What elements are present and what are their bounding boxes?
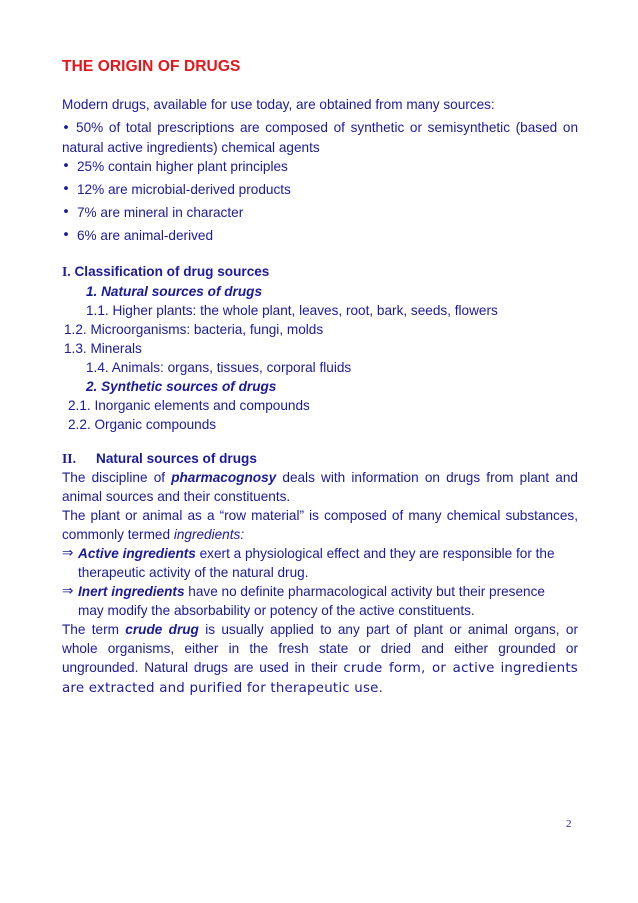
bullet-item: • 6% are animal-derived [62,227,214,243]
inert-ingredients-item: ⇒ Inert ingredients have no definite pharmacological activity but their presence may modify the absorbability or potency of the active constituents. [62,583,545,618]
bullet-icon: • [62,120,71,136]
classification-item: 1.2. Microorganisms: bacteria, fungi, molds [64,322,324,337]
section-numeral: I. [62,264,71,279]
term-active-ingredients: Active ingredients [78,546,196,561]
crude-drug-paragraph: The term crude drug is usually applied to any part of plant or animal organs, or whole organisms, either in the fresh state or dried and either grounded or ungrounded. Natural drugs are used in their crude form, or active ingredients are extracted and purified for therapeutic use. [62,622,578,696]
section-heading-2 [62,449,578,468]
ingredients-paragraph: The plant or animal as a “row material” is composed of many chemical substances, commonly termed ingredients: [62,508,578,542]
arrow-icon: ⇒ [62,545,74,561]
term-pharmacognosy: pharmacognosy [171,470,277,485]
section-title: Natural sources of drugs [96,451,257,466]
page-title: THE ORIGIN OF DRUGS [62,58,241,75]
bullet-item: • 25% contain higher plant principles [62,158,288,174]
bullet-icon: • [62,181,71,197]
classification-item: 2.2. Organic compounds [68,417,217,432]
classification-item: 1.4. Animals: organs, tissues, corporal fluids [86,360,352,375]
term-inert-ingredients: Inert ingredients [78,584,185,599]
document-page [62,58,578,698]
bullet-item: • 12% are microbial-derived products [62,181,291,197]
classification-subheading: 2. Synthetic sources of drugs [86,379,277,394]
classification-subheading: 1. Natural sources of drugs [86,284,263,299]
arrow-icon: ⇒ [62,583,74,599]
bullet-icon: • [62,204,71,220]
bullet-icon: • [62,227,71,243]
bullet-icon: • [62,158,71,174]
term-ingredients: ingredients: [173,527,245,542]
bullet-item: • 50% of total prescriptions are composed of synthetic or semisynthetic (based on natural active ingredients) chemical agents [62,120,578,155]
classification-item: 1.3. Minerals [64,341,142,356]
section-numeral: II. [62,451,76,466]
section-heading-1 [62,262,578,281]
active-ingredients-item: ⇒ Active ingredients exert a physiological effect and they are responsible for the therapeutic activity of the natural drug. [62,545,555,580]
section-title: Classification of drug sources [74,264,270,279]
page-number: 2 [566,818,572,830]
pharmacognosy-paragraph: The discipline of pharmacognosy deals with information on drugs from plant and animal sources and their constituents. [62,470,578,504]
classification-item: 1.1. Higher plants: the whole plant, leaves, root, bark, seeds, flowers [86,303,498,318]
classification-item: 2.1. Inorganic elements and compounds [68,398,310,413]
intro-paragraph: Modern drugs, available for use today, are obtained from many sources: [62,97,495,112]
bullet-item: • 7% are mineral in character [62,204,244,220]
term-crude-drug: crude drug [125,622,199,637]
